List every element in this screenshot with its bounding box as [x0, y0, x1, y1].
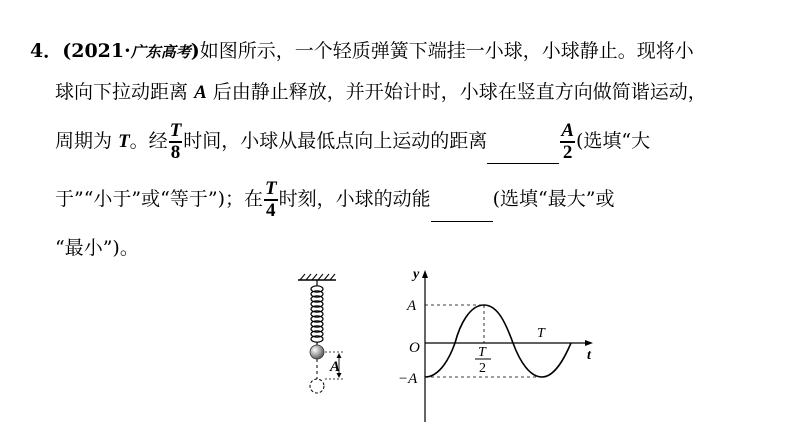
fraction-t-over-4: $\frac{T}{4}$: [264, 178, 277, 221]
question-text-5: “最小”)。: [55, 237, 139, 259]
half-period-num: T: [478, 345, 486, 360]
question-text-1: 如图所示，一个轻质弹簧下端挂一小球，小球静止。现将小: [199, 40, 694, 62]
arrowhead-up: [337, 353, 342, 358]
t-axis-arrowhead: [585, 340, 593, 346]
source-open: (2021·: [62, 40, 131, 62]
spring-figure: [290, 272, 360, 412]
source-name: 广东高考: [130, 43, 191, 61]
ball-lowered-outline: [310, 379, 324, 393]
question-text-3a: 周期为: [55, 130, 113, 152]
ceiling-hatch: [300, 274, 335, 280]
half-period-den: 2: [479, 361, 486, 376]
question-line-1: [30, 39, 694, 64]
displacement-label: A: [330, 359, 341, 375]
fraction-a-over-2: $\frac{A}{2}$: [561, 120, 574, 163]
question-text-3d: (选填“大: [576, 130, 651, 152]
origin-label: O: [409, 340, 420, 356]
variable-A: A: [194, 82, 207, 103]
question-text-3c: 时间，小球从最低点向上运动的距离: [183, 130, 488, 152]
source-close: ): [190, 40, 200, 62]
spring-coil: [311, 286, 323, 342]
question-line-4: [55, 177, 614, 222]
y-max-label: A: [407, 298, 417, 314]
question-text-4b: 时刻，小球的动能: [278, 188, 431, 210]
question-text-4c: (选填“最大”或: [492, 188, 615, 210]
question-line-2: [55, 80, 707, 105]
vibration-graph: [390, 262, 600, 422]
answer-blank-1[interactable]: [487, 119, 559, 164]
question-line-5: [55, 236, 139, 260]
y-min-label: −A: [398, 371, 418, 387]
t-axis-label: t: [587, 348, 591, 363]
question-line-3: [55, 119, 650, 164]
question-text-3b: 。经: [129, 130, 168, 152]
question-text-2b: 后由静止释放，并开始计时，小球在竖直方向做简谐运动，: [212, 81, 707, 103]
question-text-4a: 于”“小于”或“等于”)；在: [55, 188, 263, 210]
variable-T: T: [118, 131, 130, 152]
question-number: 4．: [30, 40, 63, 62]
fraction-t-over-8: $\frac{T}{8}$: [169, 120, 182, 163]
y-axis-label: y: [413, 267, 420, 282]
ball: [310, 345, 324, 359]
answer-blank-2[interactable]: [431, 177, 493, 222]
y-axis-arrowhead: [422, 270, 428, 278]
period-label: T: [537, 326, 545, 341]
question-text-2a: 球向下拉动距离: [55, 81, 189, 103]
sine-curve: [425, 305, 571, 377]
